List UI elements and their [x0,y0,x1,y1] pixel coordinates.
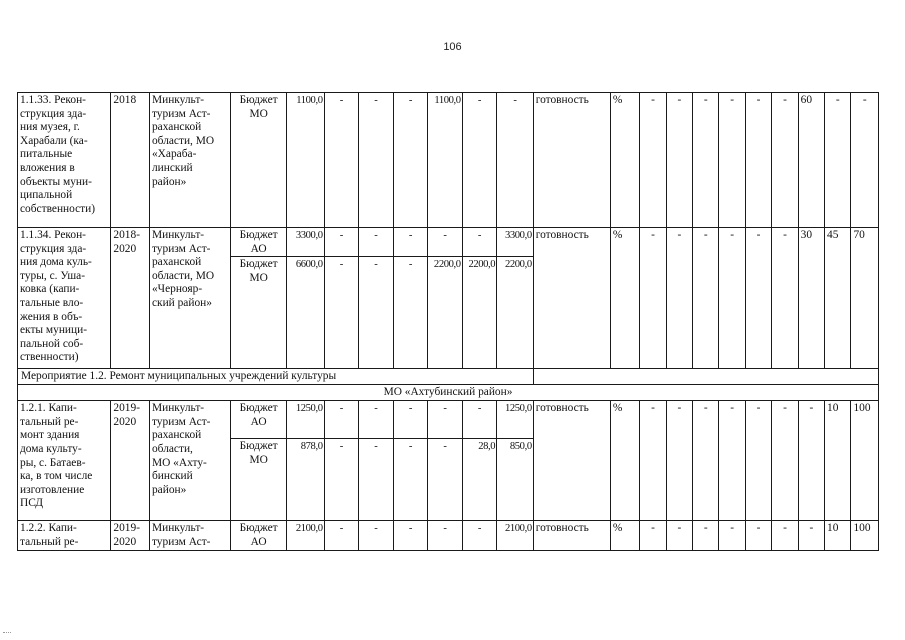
executor: Минкульт- туризм Аст- раханской области, МО «Чернояр- ский район» [149,228,230,369]
funding-value: - [324,93,359,228]
funding-value: 1250,0 [287,401,325,439]
period: 2019- 2020 [111,521,150,551]
indicator-target: - [719,93,745,228]
funding-value: - [359,93,394,228]
indicator-target: - [772,521,798,551]
funding-value: - [359,228,394,257]
executor: Минкульт- туризм Аст- раханской области, МО «Хараба- линский район» [149,93,230,228]
indicator-target: - [772,93,798,228]
funding-value: 6600,0 [287,257,325,369]
funding-value: - [428,228,463,257]
funding-value: 2100,0 [497,521,534,551]
funding-value: 3300,0 [287,228,325,257]
activity-name: 1.2.1. Капи- тальный ре- монт здания дома культу- ры, с. Батаев- ка, в том числе изготовление ПСД [18,401,111,521]
funding-value: - [462,401,497,439]
funding-value: - [428,521,463,551]
indicator-unit: % [610,228,639,369]
indicator-target: 100 [851,521,879,551]
indicator-name: готовность [533,401,610,521]
indicator-name: готовность [533,93,610,228]
funding-value: - [462,521,497,551]
funding-value: - [324,521,359,551]
indicator-target: - [640,521,666,551]
funding-source: Бюджет МО [231,439,287,521]
indicator-target: 10 [825,521,851,551]
funding-value: 3300,0 [497,228,534,257]
indicator-target: - [825,93,851,228]
section-title-blank [533,369,878,385]
section-header [18,369,879,401]
indicator-target: - [666,93,692,228]
funding-source: Бюджет АО [231,521,287,551]
indicator-name: готовность [533,521,610,551]
indicator-target: - [719,228,745,369]
funding-value: 2200,0 [462,257,497,369]
indicator-target: - [772,228,798,369]
page-number: 106 [443,41,462,53]
funding-source: Бюджет МО [231,257,287,369]
period: 2018- 2020 [111,228,150,369]
funding-value: - [324,439,359,521]
indicator-unit: % [610,401,639,521]
indicator-target: - [798,401,824,521]
indicator-target: - [693,521,719,551]
funding-value: - [359,401,394,439]
indicator-target: - [745,93,771,228]
municipality-header: МО «Ахтубинский район» [18,385,879,401]
indicator-target: - [666,228,692,369]
funding-value: - [393,93,428,228]
period: 2018 [111,93,150,228]
indicator-target: - [693,401,719,521]
indicator-target: - [851,93,879,228]
indicator-target: - [640,93,666,228]
funding-value: - [393,257,428,369]
table-body-activity-1-1 [18,93,879,369]
funding-value: - [324,228,359,257]
funding-source: Бюджет АО [231,228,287,257]
funding-value: - [462,93,497,228]
indicator-name: готовность [533,228,610,369]
funding-value: - [393,228,428,257]
funding-value: - [359,521,394,551]
funding-value: - [393,521,428,551]
indicator-target: - [772,401,798,521]
activity-name: 1.1.33. Рекон- струкция зда- ния музея, г. Харабали (ка- питальные вложения в объекты муни- ципальной собственности) [18,93,111,228]
funding-value: - [324,257,359,369]
indicator-target: - [745,401,771,521]
funding-value: 28,0 [462,439,497,521]
activity-name: 1.2.2. Капи- тальный ре- [18,521,111,551]
indicator-target: 10 [825,401,851,521]
funding-source: Бюджет МО [231,93,287,228]
table-row [18,521,879,551]
indicator-target: 100 [851,401,879,521]
indicator-target: - [693,93,719,228]
funding-value: 1100,0 [287,93,325,228]
activity-name: 1.1.34. Рекон- струкция зда- ния дома куль- туры, с. Уша- ковка (капи- тальные вло- жения в объ- екты муници- пальной соб- ственности) [18,228,111,369]
funding-value: - [324,401,359,439]
period: 2019- 2020 [111,401,150,521]
funding-value: - [359,439,394,521]
indicator-target: - [666,521,692,551]
table-row [18,228,879,257]
funding-value: - [428,401,463,439]
funding-value: - [462,228,497,257]
funding-value: 2200,0 [497,257,534,369]
indicator-target: - [798,521,824,551]
indicator-target: 70 [851,228,879,369]
table-body-activity-1-2 [18,401,879,551]
indicator-target: - [640,228,666,369]
scan-mark [3,632,11,636]
funding-value: 1100,0 [428,93,463,228]
funding-value: 878,0 [287,439,325,521]
indicator-target: - [666,401,692,521]
section-title: Мероприятие 1.2. Ремонт муниципальных учреждений культуры [18,369,534,385]
indicator-target: - [693,228,719,369]
funding-value: - [497,93,534,228]
indicator-target: - [745,521,771,551]
funding-value: - [359,257,394,369]
funding-value: - [428,439,463,521]
table-row [18,93,879,228]
funding-value: 1250,0 [497,401,534,439]
indicator-target: - [719,401,745,521]
indicator-target: - [640,401,666,521]
funding-value: - [393,401,428,439]
indicator-unit: % [610,521,639,551]
funding-value: - [393,439,428,521]
funding-value: 850,0 [497,439,534,521]
indicator-target: 60 [798,93,824,228]
program-table [17,92,879,551]
table-row [18,401,879,439]
indicator-target: 30 [798,228,824,369]
indicator-unit: % [610,93,639,228]
executor: Минкульт- туризм Аст- раханской области, МО «Ахту- бинский район» [149,401,230,521]
indicator-target: - [745,228,771,369]
indicator-target: - [719,521,745,551]
funding-value: 2100,0 [287,521,325,551]
funding-source: Бюджет АО [231,401,287,439]
executor: Минкульт- туризм Аст- [149,521,230,551]
indicator-target: 45 [825,228,851,369]
funding-value: 2200,0 [428,257,463,369]
